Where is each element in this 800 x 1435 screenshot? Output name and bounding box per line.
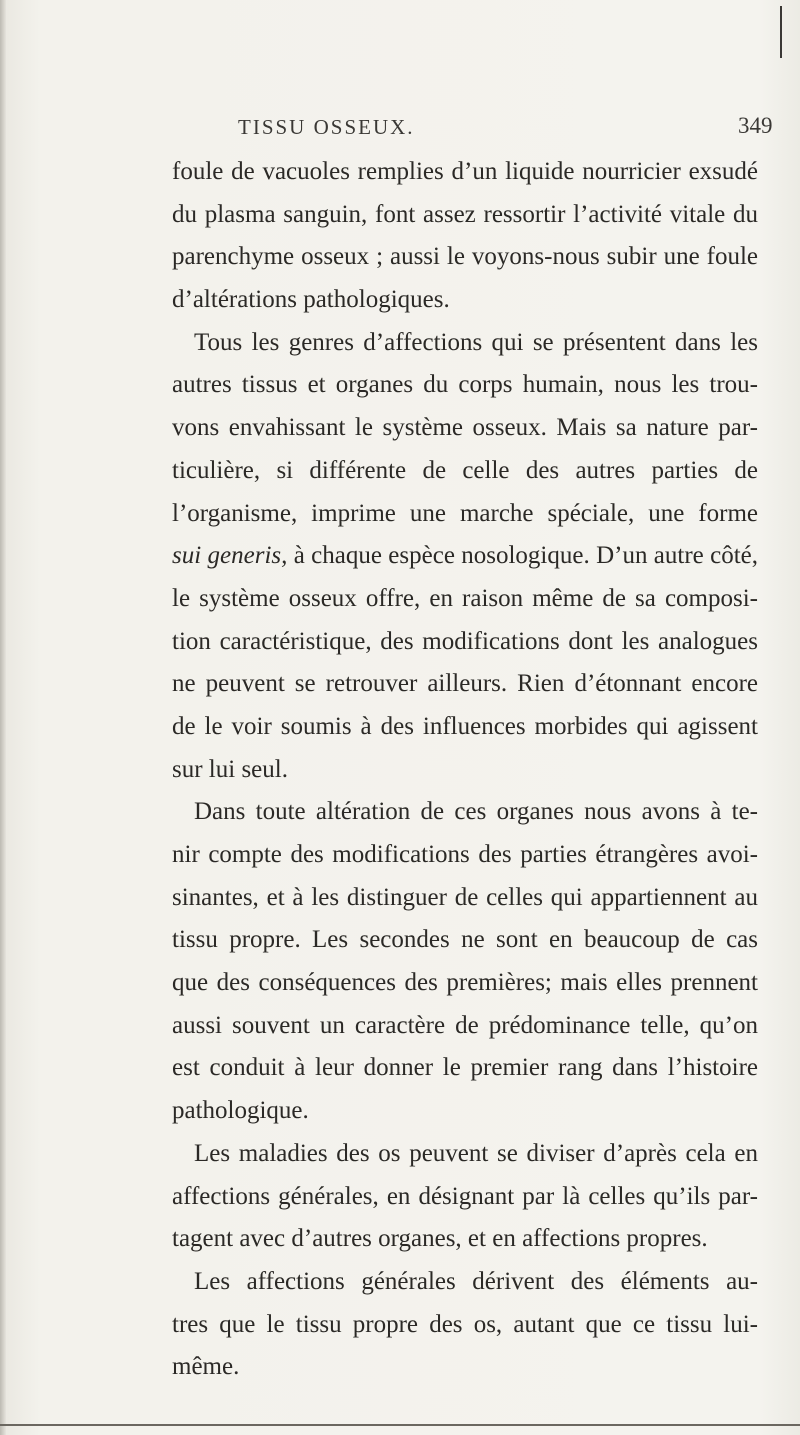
- text-line: du plasma sanguin, font assez ressortir l’activité vitale du: [172, 200, 758, 228]
- text-line: affections générales, en désignant par là celles qu’ils par-: [172, 1182, 758, 1210]
- text-line: foule de vacuoles remplies d’un liquide nourricier exsudé: [172, 158, 758, 185]
- text-line: ticulière, si différente de celle des autres parties de: [172, 456, 758, 484]
- text-line: est conduit à leur donner le premier rang dans l’histoire: [172, 1054, 758, 1082]
- text-line: pathologique.: [172, 1097, 309, 1125]
- text-line: aussi souvent un caractère de prédominance telle, qu’on: [172, 1011, 758, 1039]
- paragraph-start-line: Les affections générales dérivent des éléments au-: [194, 1267, 758, 1295]
- paragraph-start-line: Les maladies des os peuvent se diviser d’après cela en: [194, 1139, 758, 1167]
- text-line: ne peuvent se retrouver ailleurs. Rien d’étonnant encore: [172, 670, 758, 698]
- text-line: sinantes, et à les distinguer de celles qui appartiennent au: [172, 883, 758, 911]
- text-line: vons envahissant le système osseux. Mais sa nature par-: [172, 414, 758, 442]
- italic-phrase: sui generis,: [172, 542, 288, 570]
- text-line: nir compte des modifications des parties étrangères avoi-: [172, 841, 758, 868]
- text-line: que des conséquences des premières; mais elles prennent: [172, 969, 758, 997]
- scan-corner-mark: [780, 6, 782, 58]
- text-line: même.: [172, 1353, 240, 1381]
- text-line: d’altérations pathologiques.: [172, 286, 450, 314]
- text-line: de le voir soumis à des influences morbides qui agissent: [172, 712, 758, 740]
- bottom-rule: [0, 1424, 800, 1426]
- page-number: 349: [738, 113, 773, 138]
- page-binding-edge: [0, 0, 6, 1435]
- text-line: tres que le tissu propre des os, autant que ce tissu lui-: [172, 1310, 758, 1338]
- text-line: l’organisme, imprime une marche spéciale, une forme: [172, 499, 758, 527]
- paragraph-start-line: Tous les genres d’affections qui se présentent dans les: [194, 328, 758, 356]
- text-line: autres tissus et organes du corps humain, nous les trou-: [172, 371, 758, 399]
- header-title: TISSU OSSEUX.: [238, 115, 415, 139]
- text-line: parenchyme osseux ; aussi le voyons-nous subir une foule: [172, 243, 758, 271]
- running-header: [0, 111, 800, 141]
- paragraph-start-line: Dans toute altération de ces organes nous avons à te-: [194, 798, 758, 826]
- text-line: sur lui seul.: [172, 755, 288, 783]
- text-line: tissu propre. Les secondes ne sont en beaucoup de cas: [172, 926, 758, 954]
- text-segment: à chaque espèce nosologique. D’un autre côté,: [287, 542, 758, 570]
- text-line: tion caractéristique, des modifications dont les analogues: [172, 627, 758, 655]
- text-line: le système osseux offre, en raison même de sa composi-: [172, 584, 758, 612]
- body-text: [172, 151, 758, 1389]
- text-line: tagent avec d’autres organes, et en affections propres.: [172, 1225, 708, 1253]
- text-line-mixed: [172, 535, 758, 578]
